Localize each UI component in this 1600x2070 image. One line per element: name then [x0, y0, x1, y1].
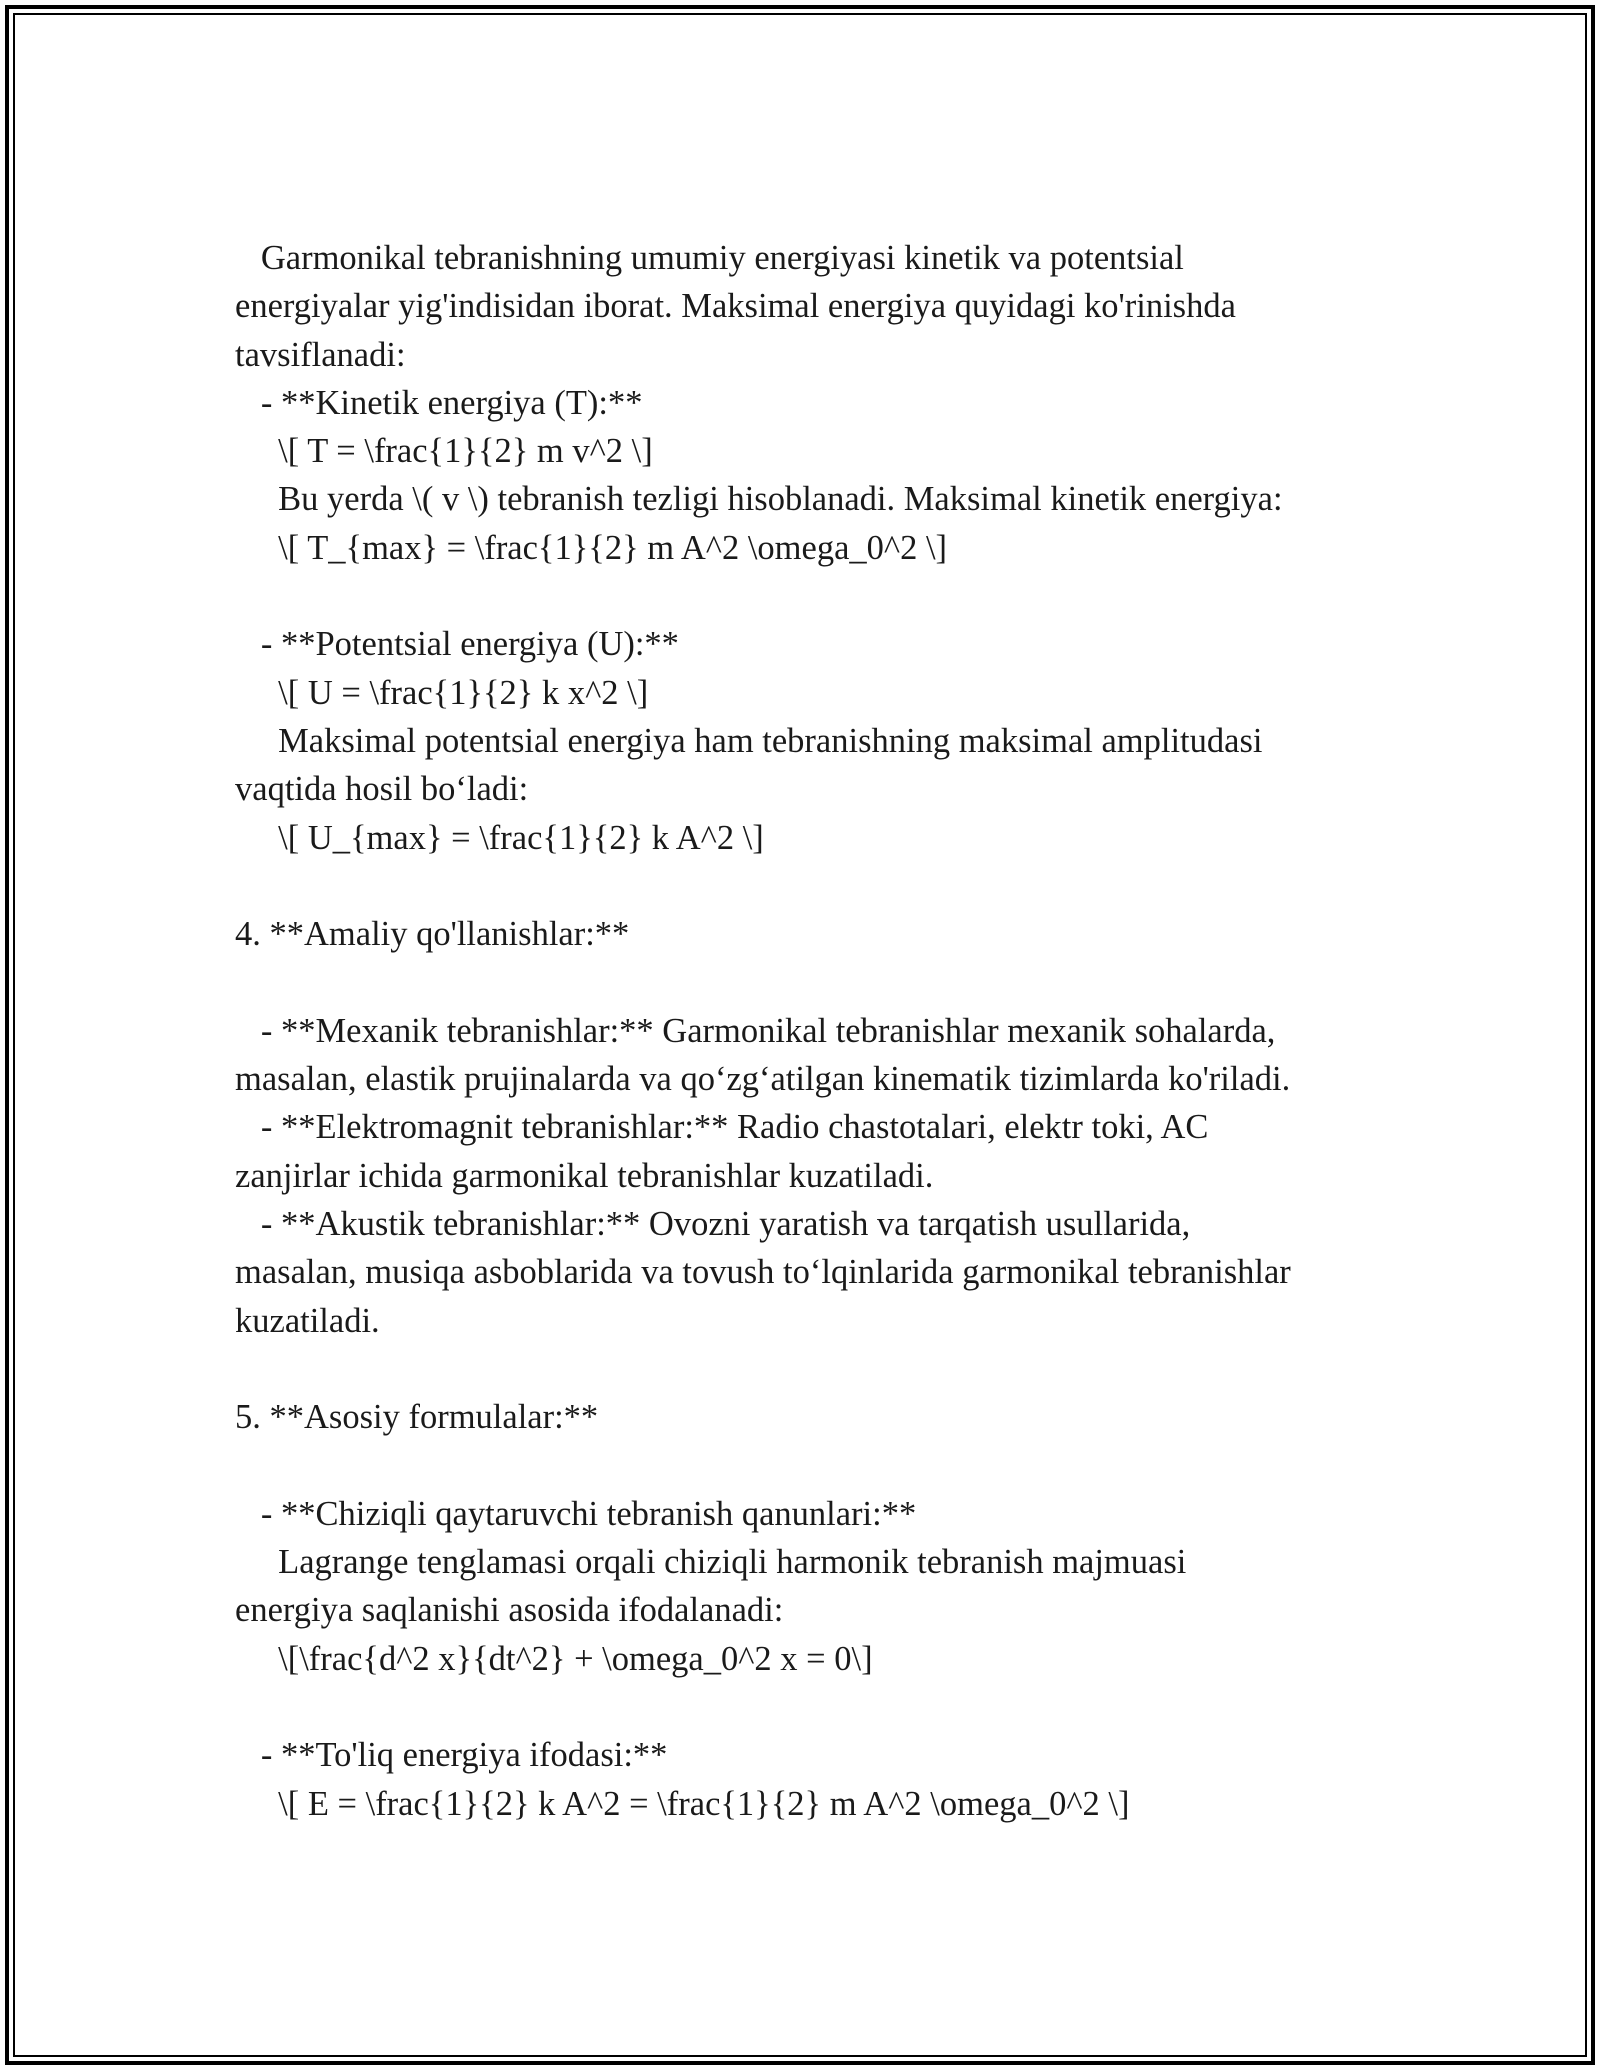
list-item: - **Akustik tebranishlar:** Ovozni yaratish va tarqatish usullarida,	[235, 1204, 1191, 1243]
blank-line	[235, 1683, 1395, 1731]
blank-line	[235, 862, 1395, 910]
text-line: vaqtida hosil bo‘ladi:	[235, 770, 529, 809]
blank-line	[235, 1345, 1395, 1393]
section-heading: 5. **Asosiy formulalar:**	[235, 1398, 599, 1437]
formula-line: \[\frac{d^2 x}{dt^2} + \omega_0^2 x = 0\]	[235, 1639, 873, 1678]
formula-line: \[ U_{max} = \frac{1}{2} k A^2 \]	[235, 818, 764, 857]
list-item: - **Elektromagnit tebranishlar:** Radio chastotalari, elektr toki, AC	[235, 1108, 1209, 1147]
text-line: kuzatiladi.	[235, 1301, 380, 1340]
blank-line	[235, 572, 1395, 620]
formula-line: \[ T = \frac{1}{2} m v^2 \]	[235, 432, 653, 471]
list-item-heading: - **Chiziqli qaytaruvchi tebranish qanunlari:**	[235, 1494, 917, 1533]
text-line: Bu yerda \( v \) tebranish tezligi hisoblanadi. Maksimal kinetik energiya:	[235, 480, 1283, 519]
text-line: masalan, elastik prujinalarda va qo‘zg‘atilgan kinematik tizimlarda ko'riladi.	[235, 1060, 1291, 1099]
list-item-heading: - **Potentsial energiya (U):**	[235, 625, 679, 664]
list-item-heading: - **Kinetik energiya (T):**	[235, 383, 643, 422]
formula-line: \[ U = \frac{1}{2} k x^2 \]	[235, 673, 649, 712]
text-line: zanjirlar ichida garmonikal tebranishlar kuzatiladi.	[235, 1156, 934, 1195]
formula-line: \[ T_{max} = \frac{1}{2} m A^2 \omega_0^2 \]	[235, 528, 948, 567]
text-line: Lagrange tenglamasi orqali chiziqli harmonik tebranish majmuasi	[235, 1543, 1187, 1582]
text-line: tavsiflanadi:	[235, 335, 406, 374]
text-line: energiya saqlanishi asosida ifodalanadi:	[235, 1591, 784, 1630]
text-line: masalan, musiqa asboblarida va tovush to‘lqinlarida garmonikal tebranishlar	[235, 1253, 1291, 1292]
text-line: energiyalar yig'indisidan iborat. Maksimal energiya quyidagi ko'rinishda	[235, 287, 1236, 326]
blank-line	[235, 1441, 1395, 1489]
list-item-heading: - **To'liq energiya ifodasi:**	[235, 1736, 668, 1775]
text-line: Maksimal potentsial energiya ham tebranishning maksimal amplitudasi	[235, 721, 1263, 760]
text-line: Garmonikal tebranishning umumiy energiyasi kinetik va potentsial	[235, 239, 1184, 277]
list-item: - **Mexanik tebranishlar:** Garmonikal tebranishlar mexanik sohalarda,	[235, 1011, 1276, 1050]
document-body	[235, 234, 1395, 1828]
formula-line: \[ E = \frac{1}{2} k A^2 = \frac{1}{2} m A^2 \omega_0^2 \]	[235, 1784, 1130, 1823]
section-heading: 4. **Amaliy qo'llanishlar:**	[235, 915, 630, 954]
blank-line	[235, 958, 1395, 1006]
